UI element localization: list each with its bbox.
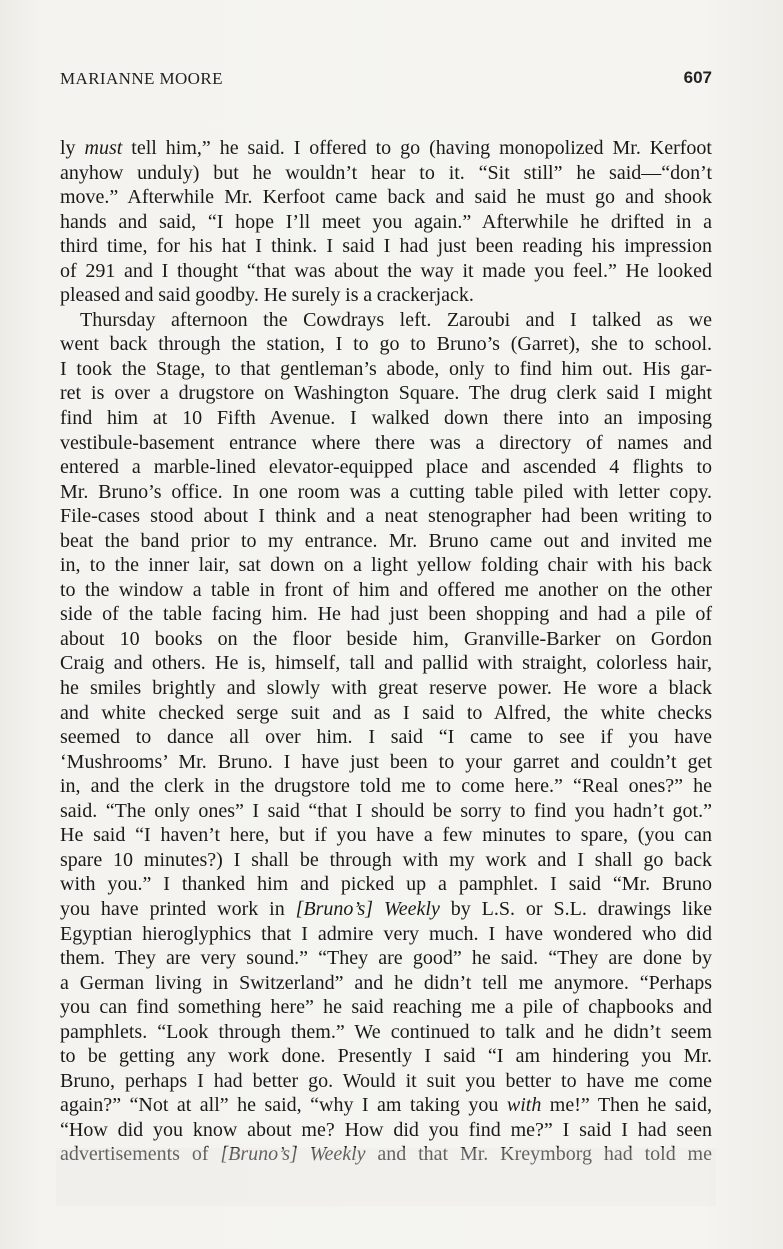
text-line xyxy=(60,455,712,480)
text-segment: about 10 books on the floor beside him, Granville-Barker on Gordon xyxy=(60,627,712,650)
text-line xyxy=(60,1118,712,1143)
text-line xyxy=(60,234,712,259)
text-segment: beat the band prior to my entrance. Mr. Bruno came out and invited me xyxy=(60,529,712,552)
text-line xyxy=(60,651,712,676)
body-text xyxy=(60,136,712,1167)
text-segment: and white checked serge suit and as I said to Alfred, the white checks xyxy=(60,701,712,724)
text-segment: anyhow unduly) but he wouldn’t hear to it. “Sit still” he said—“don’t xyxy=(60,161,712,184)
text-segment: entered a marble-lined elevator-equipped place and ascended 4 flights to xyxy=(60,456,712,479)
text-line xyxy=(60,602,712,627)
text-line xyxy=(60,1020,712,1045)
text-segment: of 291 and I thought “that was about the way it made you feel.” He looked xyxy=(60,259,712,282)
italic-text: [Bruno’s] Weekly xyxy=(295,897,440,920)
text-segment: He said “I haven’t here, but if you have a few minutes to spare, (you can xyxy=(60,824,712,847)
italic-text: with xyxy=(506,1094,542,1117)
text-segment: I took the Stage, to that gentleman’s abode, only to find him out. His gar- xyxy=(60,357,712,380)
text-line xyxy=(60,259,712,284)
text-line xyxy=(60,823,712,848)
text-segment: Thursday afternoon the Cowdrays left. Zaroubi and I talked as we xyxy=(80,308,712,331)
text-segment: said. “The only ones” I said “that I should be sorry to find you hadn’t got.” xyxy=(60,799,712,822)
text-line xyxy=(60,1093,712,1118)
text-line xyxy=(60,1069,712,1094)
text-line xyxy=(60,922,712,947)
text-segment: Craig and others. He is, himself, tall and pallid with straight, colorless hair, xyxy=(60,652,712,675)
running-head-title: MARIANNE MOORE xyxy=(60,69,223,88)
text-line xyxy=(60,381,712,406)
text-line xyxy=(60,995,712,1020)
text-segment: tell him,” he said. I offered to go (having monopolized Mr. Kerfoot xyxy=(122,137,712,159)
text-line xyxy=(60,1044,712,1069)
text-segment: to the window a table in front of him and offered me another on the other xyxy=(60,578,712,601)
running-head xyxy=(60,69,712,93)
text-segment: again?” “Not at all” he said, “why I am taking you xyxy=(60,1094,507,1117)
text-segment: move.” Afterwhile Mr. Kerfoot came back and said he must go and shook xyxy=(60,186,712,209)
text-line xyxy=(60,161,712,186)
text-segment: with you.” I thanked him and picked up a pamphlet. I said “Mr. Bruno xyxy=(60,873,712,896)
text-line xyxy=(60,848,712,873)
text-segment: ‘Mushrooms’ Mr. Bruno. I have just been to your garret and couldn’t get xyxy=(60,750,712,773)
text-segment: File-cases stood about I think and a neat stenographer had been writing to xyxy=(60,505,712,528)
text-segment: you have printed work in xyxy=(60,897,296,920)
text-segment: pamphlets. “Look through them.” We continued to talk and he didn’t seem xyxy=(60,1020,712,1043)
text-segment: ret is over a drugstore on Washington Square. The drug clerk said I might xyxy=(60,382,712,405)
page-number: 607 xyxy=(683,68,712,87)
text-segment: a German living in Switzerland” and he didn’t tell me anymore. “Perhaps xyxy=(60,971,712,994)
text-line xyxy=(60,725,712,750)
text-segment: Bruno, perhaps I had better go. Would it suit you better to have me come xyxy=(60,1069,712,1092)
text-line xyxy=(60,210,712,235)
text-line xyxy=(60,431,712,456)
text-segment: third time, for his hat I think. I said I had just been reading his impression xyxy=(60,235,712,258)
text-segment: and that Mr. Kreymborg had told me xyxy=(365,1143,712,1166)
text-segment: Egyptian hieroglyphics that I admire very much. I have wondered who did xyxy=(60,922,712,945)
text-segment: in, and the clerk in the drugstore told me to come here.” “Real ones?” he xyxy=(60,775,712,798)
text-line xyxy=(60,357,712,382)
text-segment: pleased and said goodby. He surely is a crackerjack. xyxy=(60,284,474,307)
text-line xyxy=(60,283,712,308)
text-line xyxy=(60,971,712,996)
text-line xyxy=(60,480,712,505)
text-segment: Mr. Bruno’s office. In one room was a cutting table piled with letter copy. xyxy=(60,480,712,503)
text-line xyxy=(60,185,712,210)
text-line xyxy=(60,504,712,529)
italic-text: must xyxy=(84,137,123,159)
text-line xyxy=(60,872,712,897)
text-line xyxy=(60,750,712,775)
text-segment: ly xyxy=(60,137,85,159)
text-line xyxy=(60,332,712,357)
text-line xyxy=(60,627,712,652)
text-line xyxy=(60,799,712,824)
text-line xyxy=(60,529,712,554)
text-segment: he smiles brightly and slowly with great reserve power. He wore a black xyxy=(60,677,712,700)
text-line xyxy=(60,578,712,603)
text-segment: by L.S. or S.L. drawings like xyxy=(439,897,712,920)
text-segment: find him at 10 Fifth Avenue. I walked down there into an imposing xyxy=(60,407,712,430)
text-segment: “How did you know about me? How did you find me?” I said I had seen xyxy=(60,1118,712,1141)
text-line xyxy=(60,553,712,578)
text-segment: advertisements of xyxy=(60,1143,221,1166)
text-segment: to be getting any work done. Presently I said “I am hindering you Mr. xyxy=(60,1045,712,1068)
text-segment: hands and said, “I hope I’ll meet you again.” Afterwhile he drifted in a xyxy=(60,210,712,233)
text-line xyxy=(60,946,712,971)
text-line xyxy=(60,701,712,726)
text-line xyxy=(60,774,712,799)
text-line xyxy=(60,308,712,333)
text-segment: went back through the station, I to go to Bruno’s (Garret), she to school. xyxy=(60,333,712,356)
text-segment: in, to the inner lair, sat down on a light yellow folding chair with his back xyxy=(60,554,712,577)
italic-text: [Bruno’s] Weekly xyxy=(220,1143,366,1166)
text-segment: them. They are very sound.” “They are good” he said. “They are done by xyxy=(60,947,712,970)
text-segment: me!” Then he said, xyxy=(541,1094,712,1117)
text-line xyxy=(60,406,712,431)
text-segment: you can find something here” he said reaching me a pile of chapbooks and xyxy=(60,996,712,1019)
text-line xyxy=(60,136,712,161)
text-line xyxy=(60,897,712,922)
text-segment: side of the table facing him. He had just been shopping and had a pile of xyxy=(60,603,712,626)
text-segment: seemed to dance all over him. I said “I came to see if you have xyxy=(60,726,712,749)
bleed-through-shadow xyxy=(56,1148,716,1206)
text-segment: spare 10 minutes?) I shall be through with my work and I shall go back xyxy=(60,848,712,871)
text-segment: vestibule-basement entrance where there was a directory of names and xyxy=(60,431,712,454)
text-line xyxy=(60,676,712,701)
